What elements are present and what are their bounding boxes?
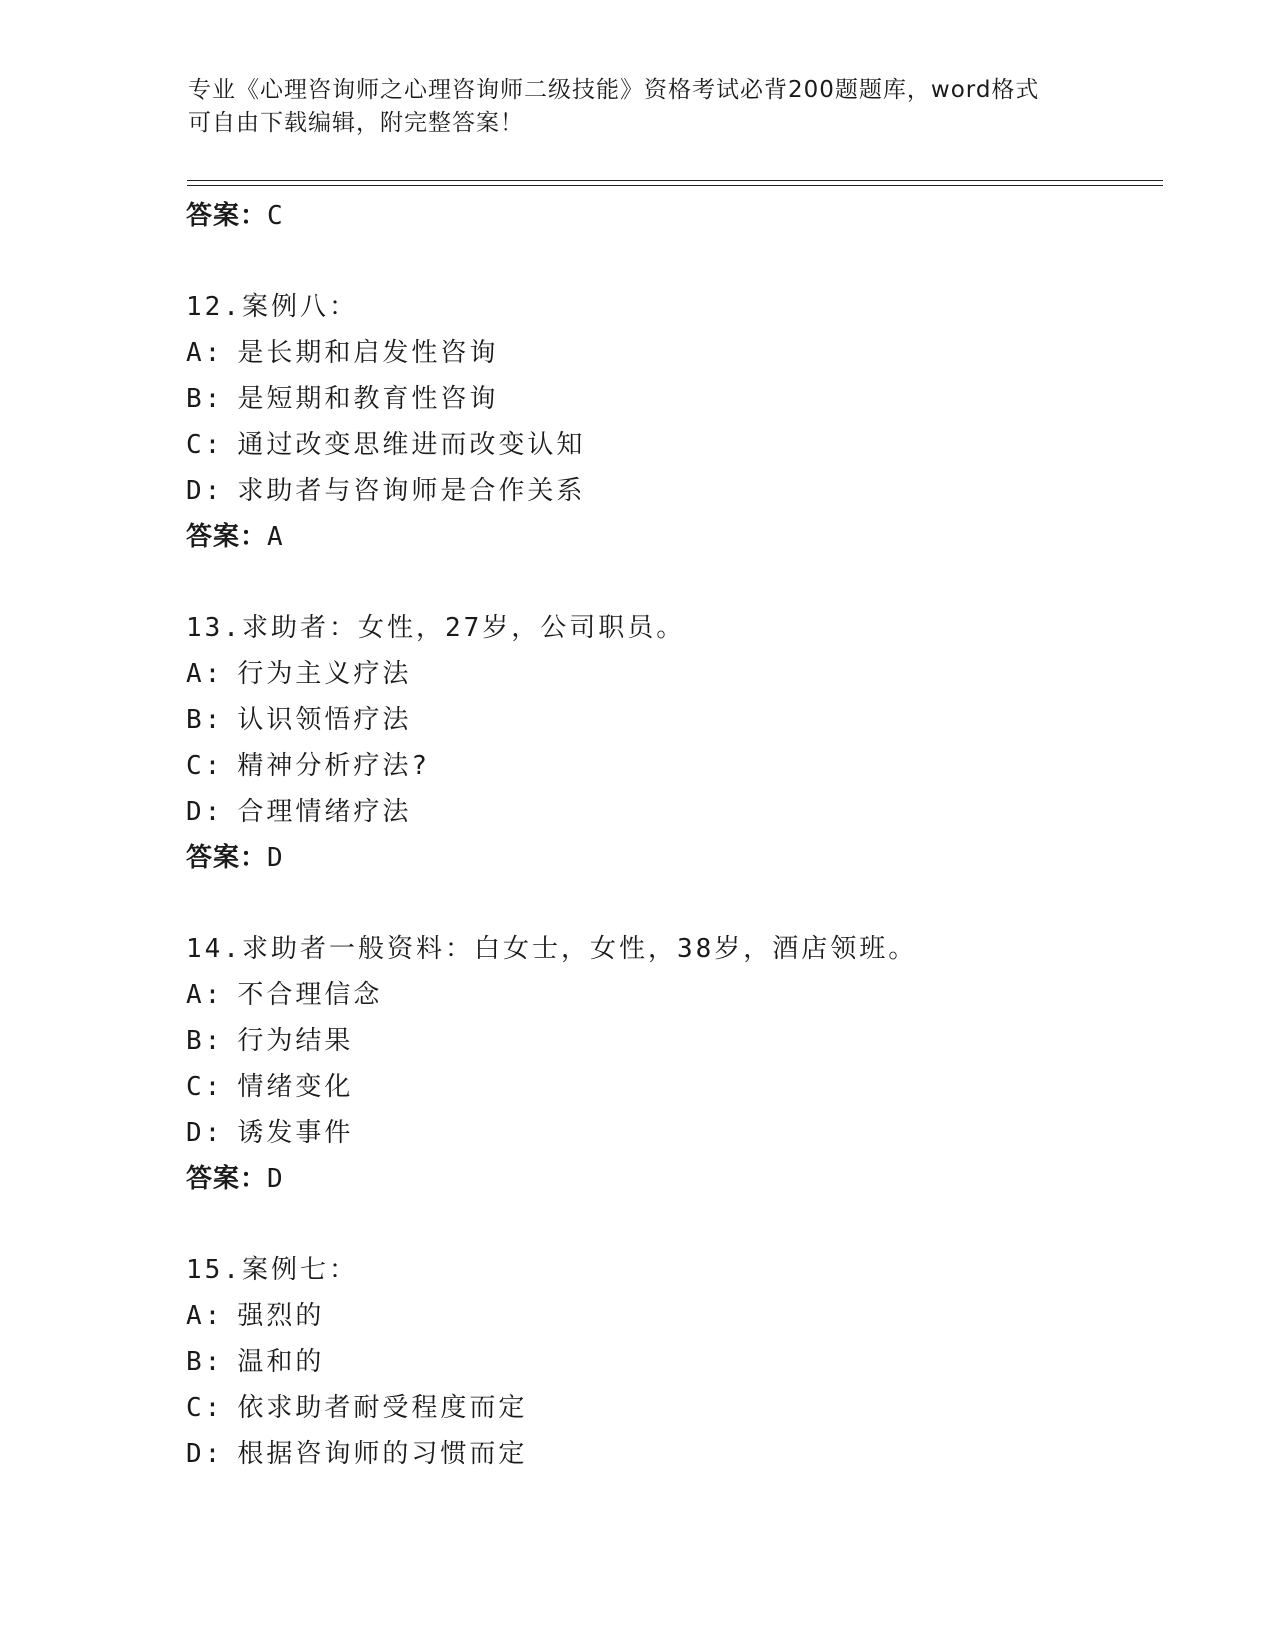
answer-value: C: [267, 201, 284, 231]
option-key: B:: [186, 705, 224, 735]
option-d: [186, 468, 1166, 514]
option-key: D:: [186, 476, 224, 506]
answer-line: [186, 514, 1166, 560]
option-text: 根据咨询师的习惯而定: [237, 1439, 528, 1469]
option-key: B:: [186, 1026, 224, 1056]
question-stem: 14.求助者一般资料：白女士，女性，38岁，酒店领班。: [186, 934, 918, 964]
option-d: [186, 1110, 1166, 1156]
option-key: D:: [186, 797, 224, 827]
question-block: [186, 1247, 1166, 1477]
option-key: A:: [186, 338, 224, 368]
option-b: [186, 1018, 1166, 1064]
option-key: A:: [186, 659, 224, 689]
document-header: [188, 74, 1088, 140]
option-key: C:: [186, 1393, 224, 1423]
option-text: 强烈的: [237, 1301, 325, 1331]
option-text: 温和的: [237, 1347, 325, 1377]
option-c: [186, 1064, 1166, 1110]
option-text: 行为结果: [237, 1026, 354, 1056]
option-text: 依求助者耐受程度而定: [237, 1393, 528, 1423]
answer-line: [186, 193, 1166, 239]
header-line-2: 可自由下载编辑，附完整答案！: [188, 110, 524, 136]
answer-label: 答案：: [186, 522, 268, 552]
question-block: [186, 926, 1166, 1202]
question-stem: 13.求助者：女性，27岁，公司职员。: [186, 613, 686, 643]
option-key: C:: [186, 751, 224, 781]
option-b: [186, 1339, 1166, 1385]
option-d: [186, 789, 1166, 835]
answer-value: D: [267, 1164, 284, 1194]
option-d: [186, 1431, 1166, 1477]
question-list: [186, 193, 1166, 1477]
answer-value: D: [267, 843, 284, 873]
option-text: 认识领悟疗法: [237, 705, 412, 735]
answer-value: A: [267, 522, 284, 552]
option-text: 合理情绪疗法: [237, 797, 412, 827]
option-c: [186, 1385, 1166, 1431]
question-stem: 12.案例八：: [186, 292, 358, 322]
option-key: A:: [186, 1301, 224, 1331]
option-text: 精神分析疗法?: [237, 751, 430, 781]
option-c: [186, 743, 1166, 789]
option-key: A:: [186, 980, 224, 1010]
option-a: [186, 330, 1166, 376]
option-text: 是短期和教育性咨询: [237, 384, 499, 414]
answer-label: 答案：: [186, 1164, 268, 1194]
answer-label: 答案：: [186, 843, 268, 873]
answer-line: [186, 835, 1166, 881]
option-key: B:: [186, 1347, 224, 1377]
option-key: C:: [186, 1072, 224, 1102]
answer-line: [186, 1156, 1166, 1202]
header-double-rule: [187, 180, 1163, 186]
option-key: D:: [186, 1439, 224, 1469]
option-key: D:: [186, 1118, 224, 1148]
option-b: [186, 376, 1166, 422]
option-text: 行为主义疗法: [237, 659, 412, 689]
option-text: 通过改变思维进而改变认知: [237, 430, 586, 460]
option-key: C:: [186, 430, 224, 460]
option-a: [186, 651, 1166, 697]
option-a: [186, 1293, 1166, 1339]
option-b: [186, 697, 1166, 743]
option-text: 是长期和启发性咨询: [237, 338, 499, 368]
option-text: 情绪变化: [237, 1072, 354, 1102]
answer-label: 答案：: [186, 201, 268, 231]
header-line-1: 专业《心理咨询师之心理咨询师二级技能》资格考试必背200题题库，word格式: [188, 77, 1040, 103]
question-block: [186, 284, 1166, 560]
option-text: 求助者与咨询师是合作关系: [237, 476, 586, 506]
option-text: 不合理信念: [237, 980, 383, 1010]
option-a: [186, 972, 1166, 1018]
question-stem: 15.案例七：: [186, 1255, 358, 1285]
question-block: [186, 605, 1166, 881]
option-c: [186, 422, 1166, 468]
option-key: B:: [186, 384, 224, 414]
option-text: 诱发事件: [237, 1118, 354, 1148]
